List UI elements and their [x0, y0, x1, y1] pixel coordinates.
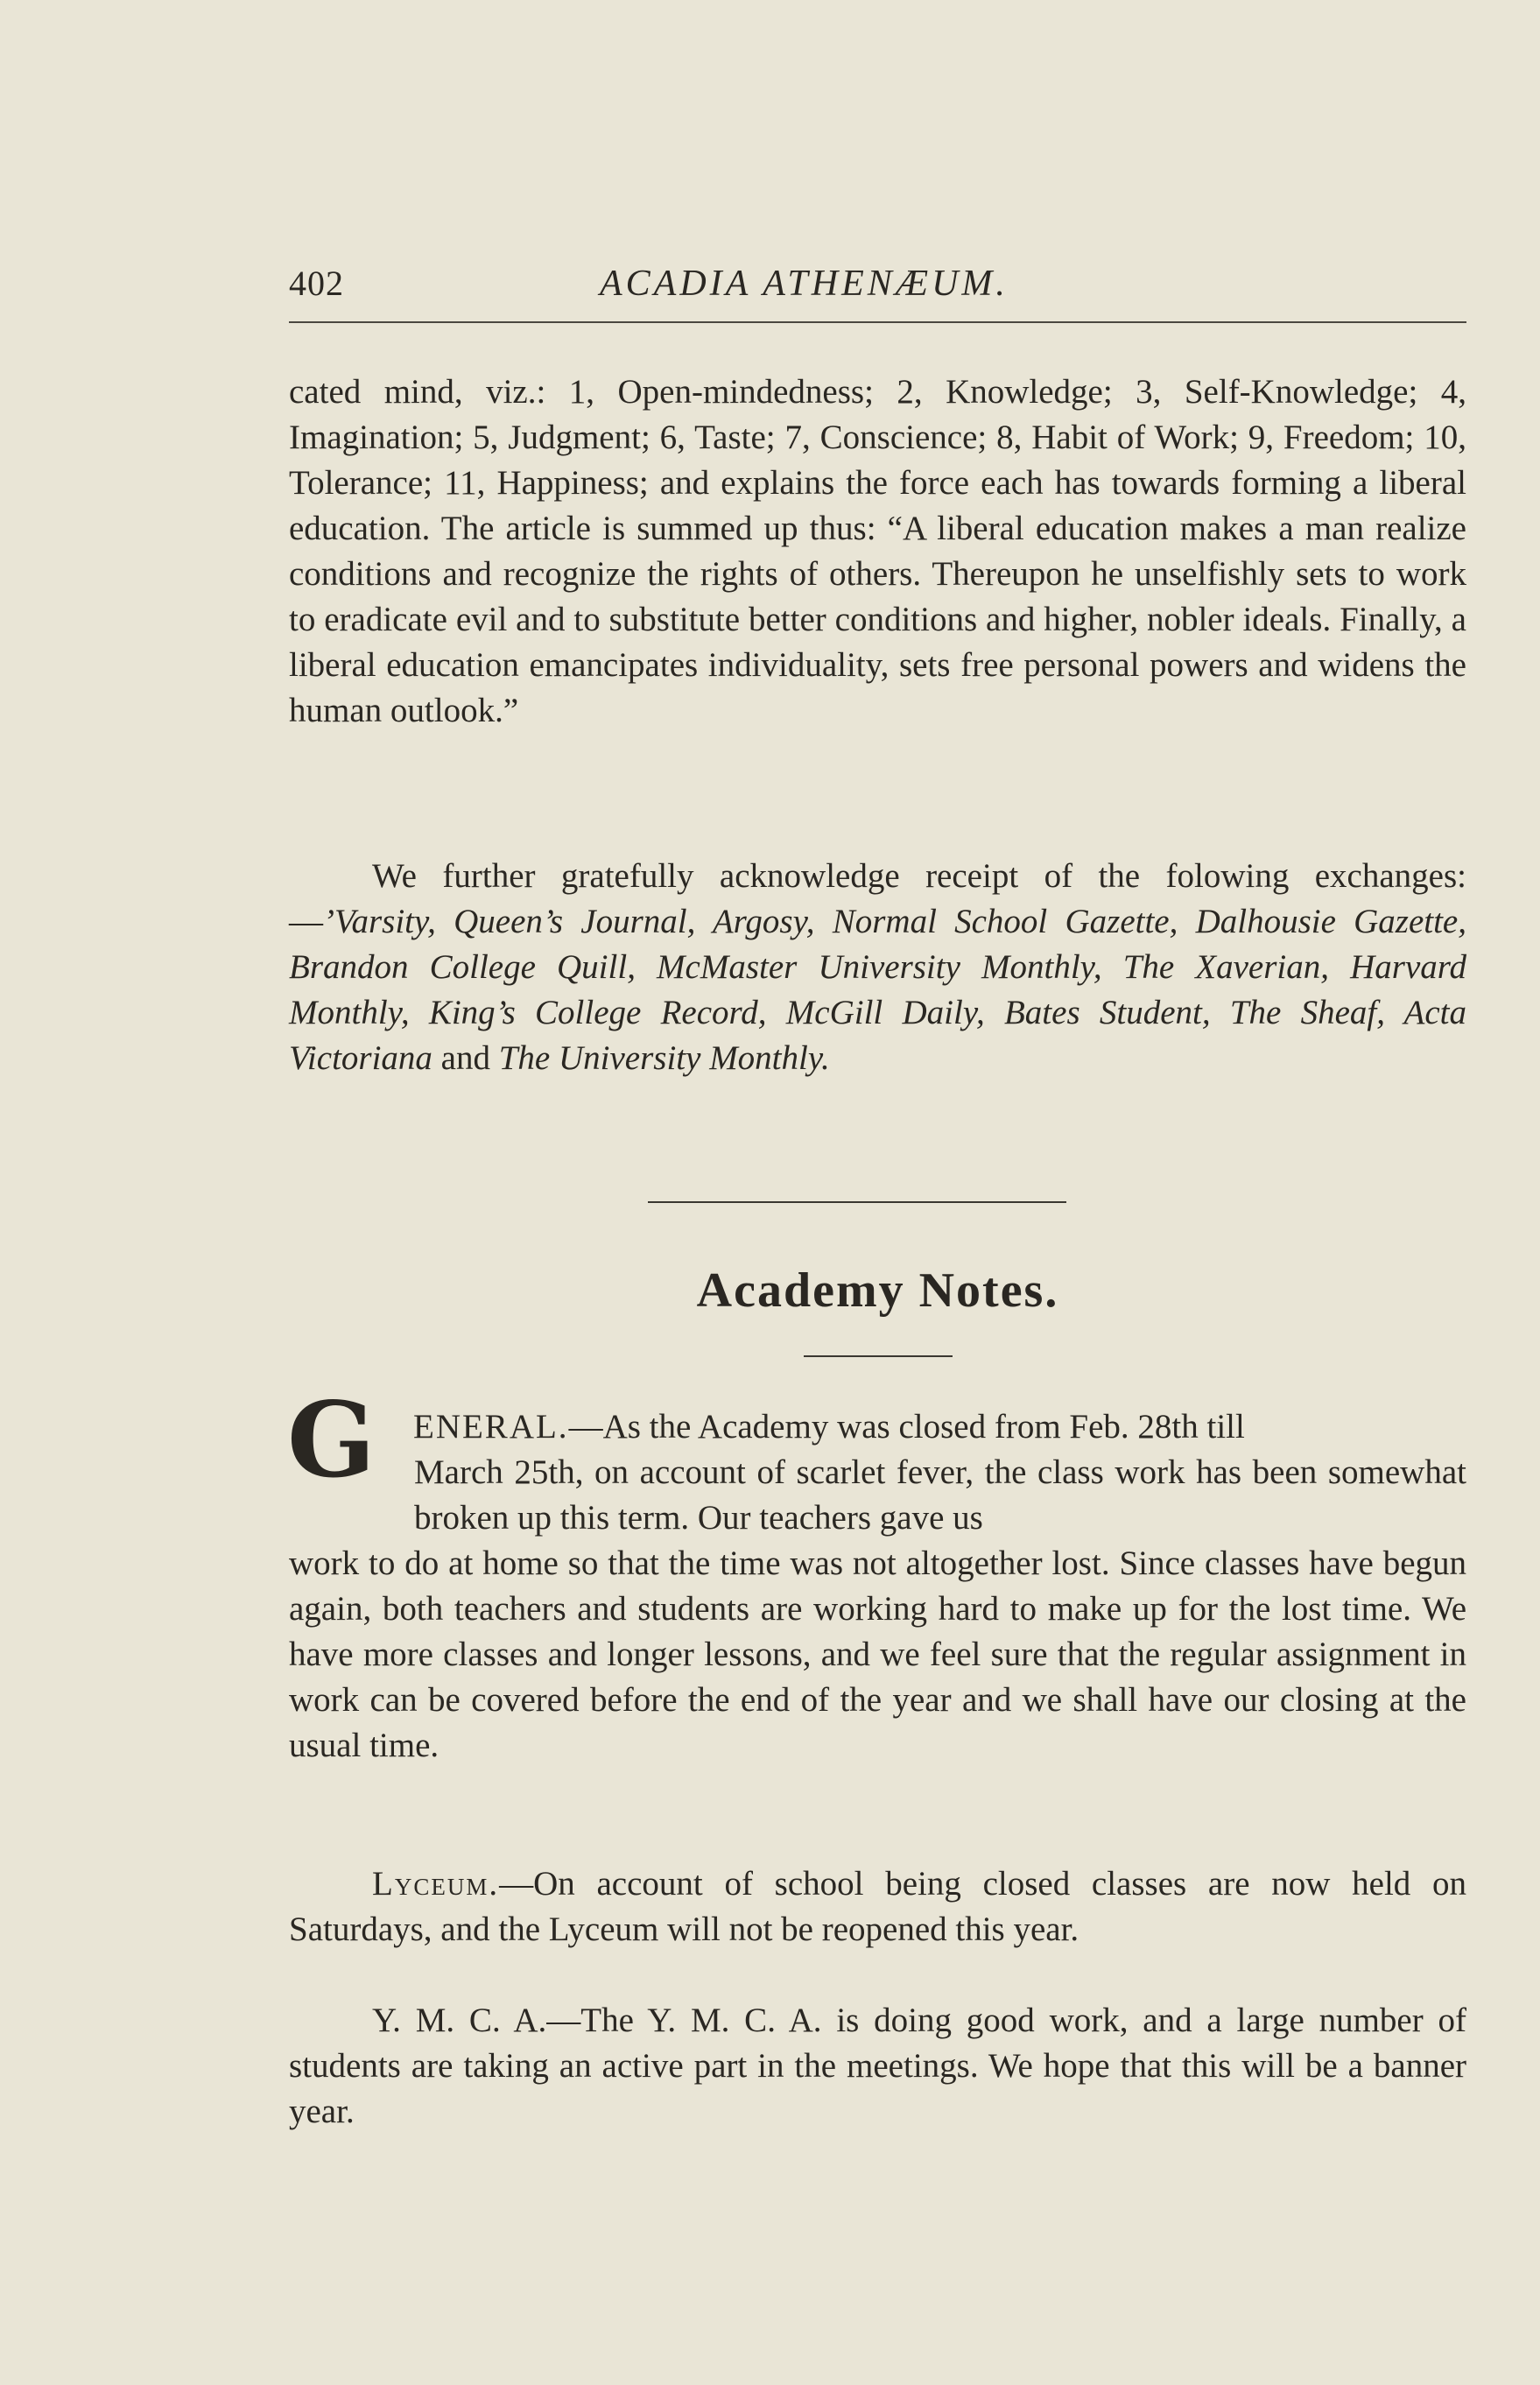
lyceum-text: —On account of school being closed classes are now held on Saturdays, and the Lyceum will not be reopened this year.: [289, 1865, 1466, 1948]
running-title: ACADIA ATHENÆUM.: [600, 264, 1009, 304]
general-rest: work to do at home so that the time was not altogether lost. Since classes have begun again, both teachers and students are working hard to make up for the lost time. We have more classes and longer lessons, and we feel sure that the regular assignment in work can be covered before the end of the year and we shall have our closing at the usual time.: [289, 1544, 1466, 1764]
exchanges-lead: We further gratefully acknowledge receipt of the folowing exchanges:—: [289, 857, 1466, 940]
header-rule: [289, 321, 1466, 323]
lyceum-paragraph: [289, 1861, 1466, 1952]
exchanges-and: and: [432, 1039, 499, 1077]
section-divider: [648, 1201, 1066, 1203]
general-first-line-text: —As the Academy was closed from Feb. 28th till: [568, 1408, 1245, 1446]
page-number: 402: [289, 264, 344, 303]
exchanges-paragraph-1: cated mind, viz.: 1, Open-mindedness; 2, Knowledge; 3, Self-Knowledge; 4, Imagination; 5, Judgment; 6, Taste; 7, Conscience; 8, Habit of Work; 9, Freedom; 10, Tolerance; 11, Happiness; and explains the force each has towards forming a liberal education. The article is summed up thus: “A liberal education makes a man realize conditions and recognize the rights of others. Thereupon he unselfishly sets to work to eradicate evil and to substitute better conditions and higher, nobler ideals. Finally, a liberal education emancipates individuality, sets free personal powers and widens the human outlook.”: [289, 373, 1466, 729]
heading-rule: [804, 1355, 953, 1357]
page-header: [289, 263, 1466, 315]
general-lead-word: ENERAL.: [413, 1408, 569, 1446]
dropcap-letter: G: [287, 1379, 376, 1501]
academy-notes-heading: Academy Notes.: [696, 1263, 1059, 1318]
general-first-line: [413, 1404, 1466, 1450]
exchanges-last-title: The University Monthly.: [498, 1039, 830, 1077]
exchanges-paragraph-2: [289, 854, 1466, 1081]
exchanges-titles: ’Varsity, Queen’s Journal, Argosy, Normal School Gazette, Dalhousie Gazette, Brandon College Quill, McMaster University Monthly, The Xaverian, Harvard Monthly, King’s College Record, McGill Daily, Bates Student, The Sheaf, Acta Victoriana: [289, 903, 1466, 1077]
ymca-paragraph: Y. M. C. A.—The Y. M. C. A. is doing good work, and a large number of students are taking an active part in the meetings. We hope that this will be a banner year.: [289, 2002, 1466, 2130]
general-hang-text: March 25th, on account of scarlet fever, the class work has been somewhat broken up this term. Our teachers gave us: [414, 1453, 1466, 1537]
lyceum-lead-word: Lyceum.: [372, 1865, 500, 1903]
